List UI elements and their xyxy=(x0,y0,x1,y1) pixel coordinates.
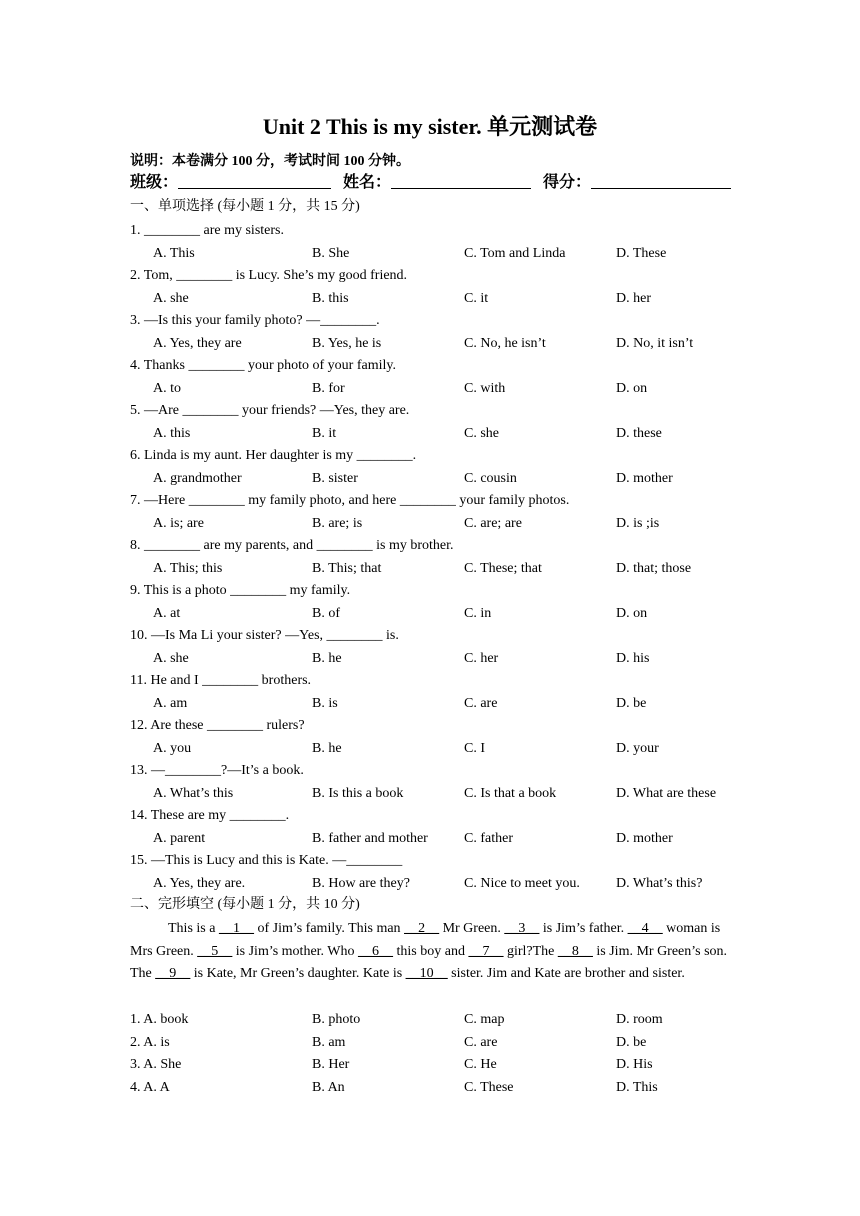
class-blank[interactable] xyxy=(178,172,331,189)
cloze-option-b[interactable]: B. am xyxy=(312,1034,346,1050)
option-d[interactable]: D. on xyxy=(616,605,648,621)
cloze-blank-6: __6__ xyxy=(358,943,394,959)
option-a[interactable]: A. at xyxy=(153,605,181,621)
passage-text: is Kate, Mr Green’s daughter. Kate is xyxy=(190,966,406,982)
option-d[interactable]: D. What’s this? xyxy=(616,875,703,891)
cloze-option-row xyxy=(0,1055,860,1075)
option-a[interactable]: A. you xyxy=(153,740,192,756)
question-options xyxy=(0,514,860,534)
passage-text: is Jim’s mother. Who xyxy=(232,943,359,959)
option-a[interactable]: A. Yes, they are. xyxy=(153,875,246,891)
cloze-option-c[interactable]: C. He xyxy=(464,1057,497,1073)
cloze-passage xyxy=(130,918,730,986)
option-a[interactable]: A. Yes, they are xyxy=(153,335,242,351)
cloze-option-a[interactable]: 1. A. book xyxy=(130,1012,189,1027)
cloze-option-a[interactable]: 3. A. She xyxy=(130,1057,182,1073)
option-b[interactable]: B. father and mother xyxy=(312,830,428,846)
section1-heading: 一、单项选择 (每小题 1 分，共 15 分) xyxy=(130,199,360,214)
question-stem: 7. —Here ________ my family photo, and here ________ your family photos. xyxy=(130,493,570,508)
question-options xyxy=(0,379,860,399)
cloze-blank-5: __5__ xyxy=(197,943,233,959)
student-info-line xyxy=(130,172,730,194)
option-d[interactable]: D. her xyxy=(616,290,651,306)
cloze-option-d[interactable]: D. This xyxy=(616,1079,658,1095)
question-options xyxy=(0,424,860,444)
option-c[interactable]: C. are; are xyxy=(464,515,522,531)
option-d[interactable]: D. No, it isn’t xyxy=(616,335,694,351)
question-options xyxy=(0,694,860,714)
passage-text: This is a xyxy=(168,921,219,936)
passage-text: Mr Green. xyxy=(439,921,505,936)
question-stem: 15. —This is Lucy and this is Kate. —________ xyxy=(130,853,403,868)
score-label: 得分： xyxy=(543,174,592,191)
cloze-option-d[interactable]: D. room xyxy=(616,1012,663,1027)
cloze-blank-7: __7__ xyxy=(468,943,504,959)
question-stem: 4. Thanks ________ your photo of your family. xyxy=(130,358,396,373)
option-d[interactable]: D. be xyxy=(616,695,647,711)
option-c[interactable]: C. Is that a book xyxy=(464,785,557,801)
option-b[interactable]: B. he xyxy=(312,740,342,756)
question-options xyxy=(0,784,860,804)
passage-text: is Jim. Mr Green’s son. The xyxy=(130,943,728,982)
option-b[interactable]: B. he xyxy=(312,650,342,666)
option-d[interactable]: D. These xyxy=(616,245,667,261)
cloze-blank-1: __1__ xyxy=(218,921,254,936)
cloze-blank-4: __4__ xyxy=(627,921,663,936)
option-b[interactable]: B. How are they? xyxy=(312,875,410,891)
cloze-option-a[interactable]: 2. A. is xyxy=(130,1034,170,1050)
option-c[interactable]: C. she xyxy=(464,425,499,441)
passage-text: is Jim’s father. xyxy=(539,921,628,936)
question-options xyxy=(0,604,860,624)
passage-text: of Jim’s family. This man xyxy=(253,921,405,936)
option-a[interactable]: A. What’s this xyxy=(153,785,234,801)
option-d[interactable]: D. on xyxy=(616,380,648,396)
question-stem: 3. —Is this your family photo? —________. xyxy=(130,313,380,328)
option-b[interactable]: B. This; that xyxy=(312,560,382,576)
option-a[interactable]: A. grandmother xyxy=(153,470,242,486)
cloze-blank-3: __3__ xyxy=(504,921,540,936)
option-c[interactable]: C. cousin xyxy=(464,470,517,486)
option-b[interactable]: B. this xyxy=(312,290,349,306)
cloze-option-b[interactable]: B. An xyxy=(312,1079,345,1095)
cloze-option-row xyxy=(0,1010,860,1030)
option-c[interactable]: C. it xyxy=(464,290,489,306)
question-options xyxy=(0,649,860,669)
option-d[interactable]: D. your xyxy=(616,740,659,756)
section2-heading: 二、完形填空 (每小题 1 分，共 10 分) xyxy=(130,897,360,912)
option-c[interactable]: C. I xyxy=(464,740,485,756)
option-b[interactable]: B. sister xyxy=(312,470,358,486)
page-title: Unit 2 This is my sister. 单元测试卷 xyxy=(262,114,598,139)
question-stem: 10. —Is Ma Li your sister? —Yes, ________ is. xyxy=(130,628,399,643)
cloze-option-d[interactable]: D. His xyxy=(616,1057,653,1073)
option-b[interactable]: B. for xyxy=(312,380,345,396)
passage-text: woman is Mrs Green. xyxy=(130,921,721,959)
option-a[interactable]: A. parent xyxy=(153,830,206,846)
passage-text: girl?The xyxy=(503,943,558,959)
option-b[interactable]: B. is xyxy=(312,695,338,711)
option-a[interactable]: A. This; this xyxy=(153,560,223,576)
option-c[interactable]: C. with xyxy=(464,380,506,396)
option-a[interactable]: A. she xyxy=(153,650,189,666)
option-d[interactable]: D. mother xyxy=(616,470,673,486)
option-c[interactable]: C. in xyxy=(464,605,492,621)
option-a[interactable]: A. is; are xyxy=(153,515,204,531)
option-b[interactable]: B. Yes, he is xyxy=(312,335,382,351)
question-options xyxy=(0,874,860,894)
option-b[interactable]: B. She xyxy=(312,245,350,261)
option-a[interactable]: A. to xyxy=(153,380,181,396)
question-stem: 9. This is a photo ________ my family. xyxy=(130,583,351,598)
option-c[interactable]: C. No, he isn’t xyxy=(464,335,546,351)
question-options xyxy=(0,829,860,849)
cloze-option-c[interactable]: C. map xyxy=(464,1012,505,1027)
question-stem: 6. Linda is my aunt. Her daughter is my ________. xyxy=(130,448,417,463)
cloze-blank-8: __8__ xyxy=(557,943,593,959)
question-stem: 12. Are these ________ rulers? xyxy=(130,718,305,733)
option-c[interactable]: C. father xyxy=(464,830,513,846)
cloze-option-d[interactable]: D. be xyxy=(616,1034,647,1050)
question-stem: 5. —Are ________ your friends? —Yes, they are. xyxy=(130,403,410,418)
question-options xyxy=(0,739,860,759)
question-stem: 2. Tom, ________ is Lucy. She’s my good friend. xyxy=(130,268,408,283)
option-b[interactable]: B. of xyxy=(312,605,340,621)
cloze-blank-2: __2__ xyxy=(404,921,440,936)
question-options xyxy=(0,244,860,264)
option-b[interactable]: B. it xyxy=(312,425,337,441)
option-c[interactable]: C. Tom and Linda xyxy=(464,245,566,261)
question-stem: 11. He and I ________ brothers. xyxy=(130,673,312,688)
cloze-blank-9: __9__ xyxy=(155,966,191,982)
question-options xyxy=(0,559,860,579)
option-a[interactable]: A. she xyxy=(153,290,189,306)
cloze-blank-10: __10__ xyxy=(405,966,448,982)
passage-text: this boy and xyxy=(393,943,469,959)
cloze-option-row xyxy=(0,1033,860,1053)
option-d[interactable]: D. mother xyxy=(616,830,673,846)
exam-note: 说明：本卷满分 100 分，考试时间 100 分钟。 xyxy=(130,154,410,169)
name-label: 姓名： xyxy=(343,174,392,191)
cloze-option-row xyxy=(0,1078,860,1098)
question-options xyxy=(0,289,860,309)
option-d[interactable]: D. these xyxy=(616,425,662,441)
score-blank[interactable] xyxy=(591,172,731,189)
option-c[interactable]: C. These; that xyxy=(464,560,542,576)
option-a[interactable]: A. am xyxy=(153,695,188,711)
cloze-option-c[interactable]: C. These xyxy=(464,1079,514,1095)
question-options xyxy=(0,469,860,489)
question-stem: 14. These are my ________. xyxy=(130,808,290,823)
cloze-option-b[interactable]: B. photo xyxy=(312,1012,361,1027)
option-c[interactable]: C. Nice to meet you. xyxy=(464,875,580,891)
question-stem: 8. ________ are my parents, and ________ is my brother. xyxy=(130,538,454,553)
cloze-option-b[interactable]: B. Her xyxy=(312,1057,350,1073)
question-options xyxy=(0,334,860,354)
cloze-option-c[interactable]: C. are xyxy=(464,1034,498,1050)
option-d[interactable]: D. his xyxy=(616,650,650,666)
option-d[interactable]: D. What are these xyxy=(616,785,717,801)
question-stem: 13. —________?—It’s a book. xyxy=(130,763,304,778)
option-d[interactable]: D. that; those xyxy=(616,560,692,576)
option-c[interactable]: C. her xyxy=(464,650,499,666)
cloze-option-a[interactable]: 4. A. A xyxy=(130,1079,170,1095)
option-a[interactable]: A. This xyxy=(153,245,195,261)
option-a[interactable]: A. this xyxy=(153,425,191,441)
option-b[interactable]: B. Is this a book xyxy=(312,785,404,801)
option-d[interactable]: D. is ;is xyxy=(616,515,660,531)
option-c[interactable]: C. are xyxy=(464,695,498,711)
name-blank[interactable] xyxy=(391,172,531,189)
class-label: 班级： xyxy=(130,174,179,191)
passage-text: sister. Jim and Kate are brother and sister. xyxy=(447,966,685,982)
option-b[interactable]: B. are; is xyxy=(312,515,363,531)
question-stem: 1. ________ are my sisters. xyxy=(130,223,284,238)
